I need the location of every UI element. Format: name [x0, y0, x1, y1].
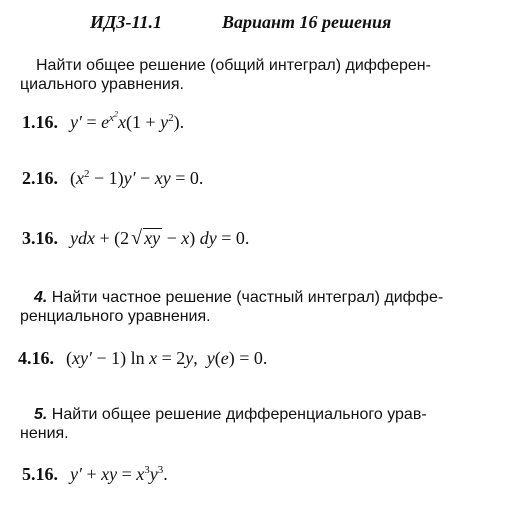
task5-instruction-line1: [34, 406, 427, 424]
problem-number: 1.16.: [22, 112, 58, 132]
problem-2-16: [22, 168, 203, 189]
problem-1-16: [22, 109, 185, 133]
task5-number: 5.: [34, 406, 48, 423]
doc-title: ИДЗ-11.1: [90, 12, 162, 32]
problem-5-16: [22, 464, 168, 485]
equation: $(x^2 - 1)y'$ − xy = 0.: [70, 168, 204, 188]
task5-instruction-line2: нения.: [20, 425, 69, 442]
problem-number: 4.16.: [18, 348, 54, 368]
problem-number: 2.16.: [22, 168, 58, 188]
task4-instruction-line2: ренциального уравнения.: [20, 308, 211, 325]
problem-number: 5.16.: [22, 464, 58, 484]
problem-number: 3.16.: [22, 228, 58, 248]
problem-3-16: [22, 227, 249, 250]
task4-text: Найти частное решение (частный интеграл) диффе-: [51, 289, 444, 306]
equation: y′ + xy = $x^3y^3$.: [70, 464, 168, 484]
task1-instruction-line1: Найти общее решение (общий интеграл) дифферен-: [36, 57, 431, 74]
equation: ydx + (2 √ xy − x) dy = 0.: [70, 227, 250, 249]
task4-number: 4.: [34, 289, 48, 306]
task4-instruction-line1: [34, 289, 443, 307]
variant-title: Вариант 16 решения: [222, 12, 392, 32]
task1-instruction-line2: циального уравнения.: [20, 76, 184, 93]
equation: (xy′ − 1) ln x = 2y, y(e) = 0.: [66, 348, 268, 368]
problem-4-16: [18, 348, 267, 369]
task5-text: Найти общее решение дифференциального урав-: [51, 406, 427, 423]
equation: $y' = e^{x^2}x(1 + y^2)$.: [70, 109, 185, 132]
